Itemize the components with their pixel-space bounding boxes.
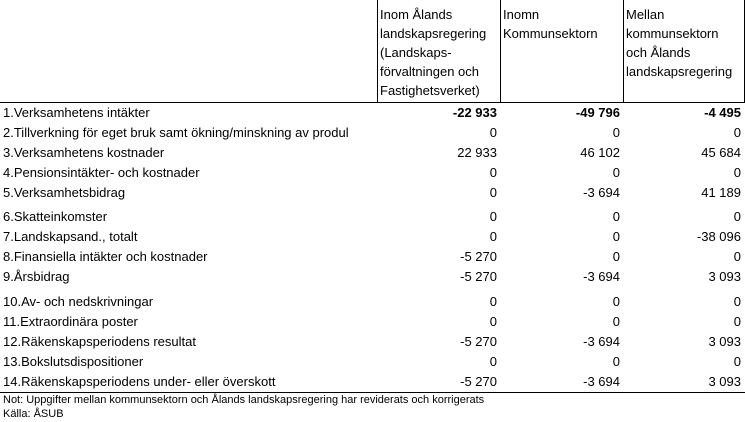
row-label: 6.Skatteinkomster — [3, 209, 108, 224]
column-header-landskapsregering: Inom Ålands landskapsregering (Landskaps- förvaltningen och Fastighetsverket) — [380, 7, 487, 98]
cell-value: 0 — [612, 209, 620, 224]
table-row — [0, 207, 745, 227]
cell-value: 3 093 — [708, 334, 741, 349]
row-label: 14.Räkenskapsperiodens under- eller överskott — [3, 374, 276, 389]
cell-value: 0 — [489, 125, 497, 140]
table-row — [0, 372, 745, 392]
row-label: 8.Finansiella intäkter och kostnader — [3, 249, 208, 264]
cell-value: 0 — [733, 165, 741, 180]
cell-value: -5 270 — [460, 374, 497, 389]
row-label: 7.Landskapsand., totalt — [3, 229, 138, 244]
cell-value: -3 694 — [583, 269, 620, 284]
footnote: Not: Uppgifter mellan kommunsektorn och Ålands landskapsregering har reviderats och korrigerats — [3, 394, 485, 406]
table-row — [0, 312, 745, 332]
cell-value: 22 933 — [457, 145, 497, 160]
column-divider — [377, 0, 378, 103]
table-row — [0, 292, 745, 312]
row-label: 3.Verksamhetens kostnader — [3, 145, 165, 160]
cell-value: -5 270 — [460, 334, 497, 349]
cell-value: 0 — [489, 165, 497, 180]
row-label: 1.Verksamhetens intäkter — [3, 105, 150, 120]
table-row — [0, 183, 745, 203]
table-row — [0, 227, 745, 247]
row-label: 13.Bokslutsdispositioner — [3, 354, 144, 369]
row-label: 10.Av- och nedskrivningar — [3, 294, 154, 309]
cell-value: -38 096 — [696, 229, 741, 244]
row-label: 2.Tillverkning för eget bruk samt ökning/minskning av produl — [3, 125, 349, 140]
cell-value: -5 270 — [460, 269, 497, 284]
cell-value: 45 684 — [701, 145, 741, 160]
cell-value: 0 — [489, 354, 497, 369]
cell-value: -3 694 — [583, 334, 620, 349]
source-note: Källa: ÅSUB — [3, 408, 64, 420]
cell-value: -5 270 — [460, 249, 497, 264]
table-row — [0, 103, 745, 123]
cell-value: 0 — [612, 125, 620, 140]
cell-value: 0 — [612, 294, 620, 309]
cell-value: -49 796 — [575, 105, 620, 120]
cell-value: 0 — [489, 209, 497, 224]
cell-value: 0 — [733, 209, 741, 224]
cell-value: 0 — [612, 314, 620, 329]
cell-value: 0 — [489, 229, 497, 244]
table-row — [0, 332, 745, 352]
table-row — [0, 267, 745, 287]
cell-value: 41 189 — [701, 185, 741, 200]
cell-value: 46 102 — [580, 145, 620, 160]
table-row — [0, 352, 745, 372]
table-row — [0, 163, 745, 183]
cell-value: 0 — [733, 294, 741, 309]
cell-value: 3 093 — [708, 374, 741, 389]
cell-value: 0 — [612, 249, 620, 264]
cell-value: -4 495 — [704, 105, 741, 120]
table-row — [0, 123, 745, 143]
cell-value: -3 694 — [583, 374, 620, 389]
row-label: 11.Extraordinära poster — [3, 314, 138, 329]
cell-value: 0 — [733, 125, 741, 140]
cell-value: 3 093 — [708, 269, 741, 284]
column-header-mellan: Mellan kommunsektorn och Ålands landskapsregering — [626, 7, 733, 79]
column-header-kommunsektorn: Inomn Kommunsektorn — [503, 7, 598, 41]
cell-value: 0 — [733, 354, 741, 369]
cell-value: 0 — [612, 354, 620, 369]
cell-value: 0 — [489, 314, 497, 329]
column-divider — [623, 0, 624, 103]
cell-value: 0 — [489, 294, 497, 309]
table-row — [0, 247, 745, 267]
row-label: 5.Verksamhetsbidrag — [3, 185, 126, 200]
cell-value: 0 — [489, 185, 497, 200]
table-row — [0, 143, 745, 163]
row-label: 12.Räkenskapsperiodens resultat — [3, 334, 196, 349]
row-label: 9.Årsbidrag — [3, 269, 70, 284]
row-label: 4.Pensionsintäkter- och kostnader — [3, 165, 200, 180]
cell-value: 0 — [612, 229, 620, 244]
cell-value: -3 694 — [583, 185, 620, 200]
cell-value: 0 — [733, 314, 741, 329]
cell-value: 0 — [733, 249, 741, 264]
cell-value: -22 933 — [452, 105, 497, 120]
cell-value: 0 — [612, 165, 620, 180]
column-divider — [500, 0, 501, 103]
